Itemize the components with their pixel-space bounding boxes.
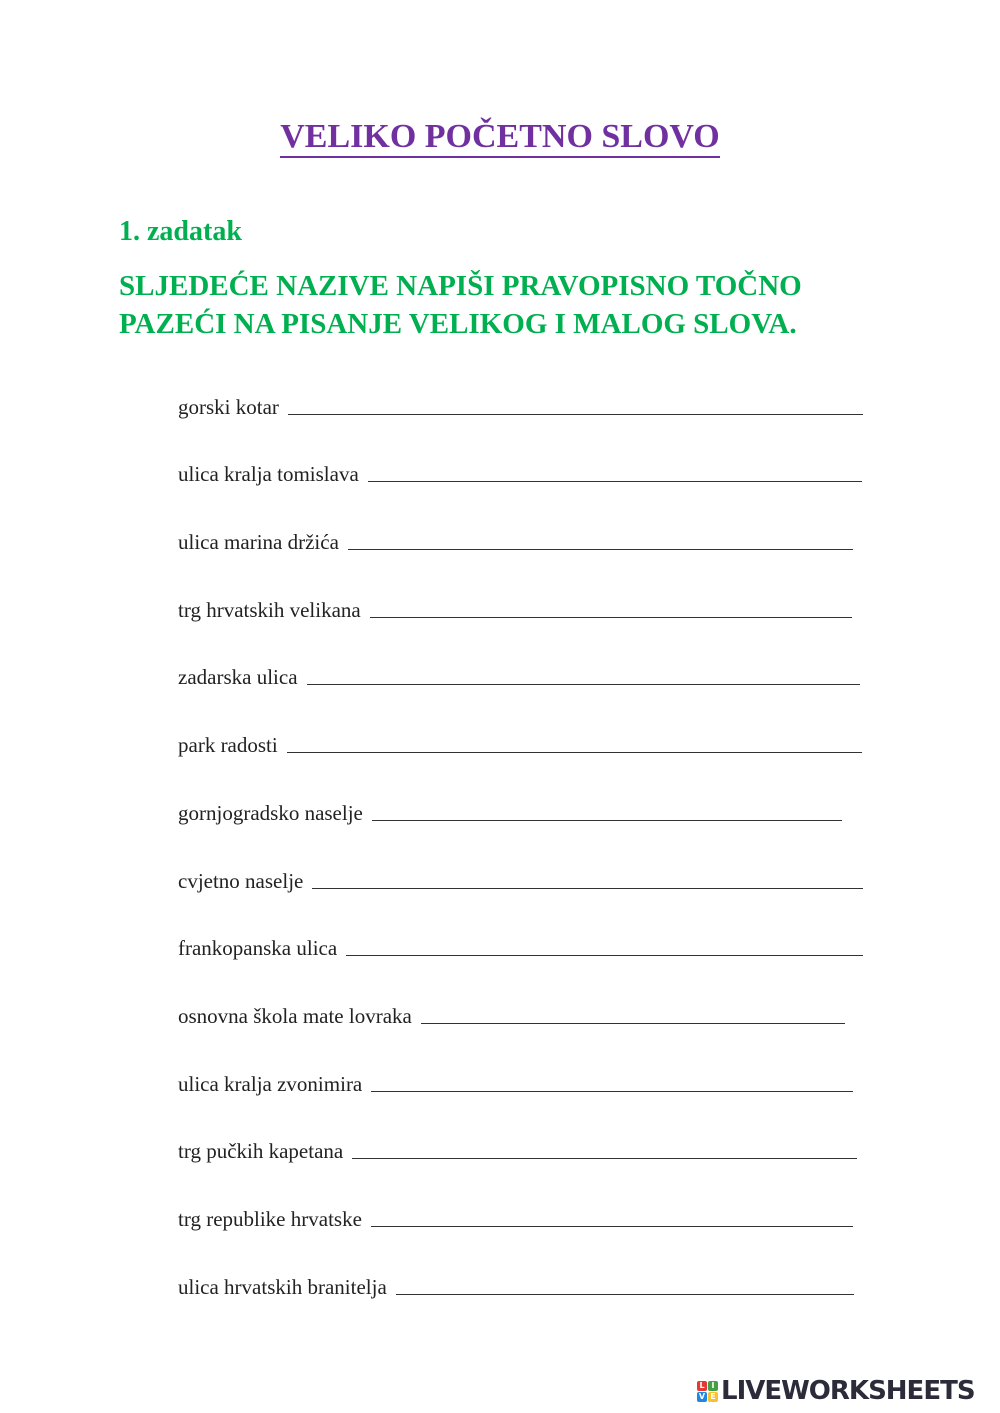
instruction-line-1: SLJEDEĆE NAZIVE NAPIŠI PRAVOPISNO TOČNO [119, 270, 802, 302]
answer-line[interactable] [421, 1023, 845, 1024]
liveworksheets-logo [697, 1376, 975, 1406]
answer-line[interactable] [346, 955, 863, 956]
answer-input[interactable] [396, 1270, 854, 1296]
instruction-line-2: PAZEĆI NA PISANJE VELIKOG I MALOG SLOVA. [119, 308, 797, 340]
task-instruction [119, 267, 919, 343]
worksheet-title [0, 118, 1000, 156]
item-label: cvjetno naselje [178, 868, 304, 893]
logo-letter-i: I [708, 1381, 718, 1391]
answer-line[interactable] [370, 617, 852, 618]
answer-line[interactable] [371, 1091, 853, 1092]
answer-input[interactable] [312, 864, 863, 890]
answer-input[interactable] [372, 796, 842, 822]
logo-letter-v: V [698, 1391, 706, 1401]
list-item [178, 1232, 898, 1300]
answer-input[interactable] [370, 593, 852, 619]
answer-line[interactable] [368, 481, 862, 482]
list-item [178, 420, 898, 488]
list-item [178, 1029, 898, 1097]
item-label: frankopanska ulica [178, 936, 338, 961]
list-item [178, 961, 898, 1029]
answer-line[interactable] [348, 549, 853, 550]
answer-input[interactable] [288, 390, 863, 416]
answer-line[interactable] [371, 1226, 853, 1227]
logo-letter-l: L [697, 1381, 707, 1391]
logo-letter-e: E [708, 1392, 718, 1402]
list-item [178, 623, 898, 691]
item-label: ulica hrvatskih branitelja [178, 1274, 387, 1299]
logo-text: LIVEWORKSHEETS [721, 1376, 975, 1406]
list-item [178, 690, 898, 758]
answer-input[interactable] [346, 932, 863, 958]
list-item [178, 352, 898, 420]
answer-line[interactable] [396, 1294, 854, 1295]
list-item [178, 487, 898, 555]
answer-input[interactable] [348, 526, 853, 552]
item-label: osnovna škola mate lovraka [178, 1003, 412, 1028]
item-label: ulica kralja zvonimira [178, 1071, 363, 1096]
item-label: trg pučkih kapetana [178, 1139, 344, 1164]
answer-list [178, 352, 898, 1300]
answer-line[interactable] [312, 888, 863, 889]
worksheet-title-text: VELIKO POČETNO SLOVO [280, 118, 720, 158]
item-label: gornjogradsko naselje [178, 800, 363, 825]
task-number: 1. zadatak [119, 216, 242, 247]
list-item [178, 826, 898, 894]
answer-line[interactable] [307, 684, 860, 685]
item-label: gorski kotar [178, 394, 279, 419]
answer-line[interactable] [287, 752, 862, 753]
list-item [178, 758, 898, 826]
answer-input[interactable] [352, 1135, 857, 1161]
logo-icon [697, 1381, 718, 1402]
item-label: ulica kralja tomislava [178, 462, 359, 487]
answer-line[interactable] [288, 414, 863, 415]
answer-input[interactable] [371, 1067, 853, 1093]
item-label: park radosti [178, 733, 278, 758]
list-item [178, 894, 898, 962]
answer-input[interactable] [371, 1202, 853, 1228]
list-item [178, 1164, 898, 1232]
item-label: trg republike hrvatske [178, 1206, 362, 1231]
item-label: trg hrvatskih velikana [178, 597, 361, 622]
answer-input[interactable] [287, 729, 862, 755]
answer-line[interactable] [372, 820, 842, 821]
answer-input[interactable] [421, 999, 845, 1025]
answer-input[interactable] [368, 458, 862, 484]
item-label: zadarska ulica [178, 665, 298, 690]
list-item [178, 555, 898, 623]
list-item [178, 1097, 898, 1165]
answer-line[interactable] [352, 1158, 857, 1159]
answer-input[interactable] [307, 661, 860, 687]
item-label: ulica marina držića [178, 530, 339, 555]
